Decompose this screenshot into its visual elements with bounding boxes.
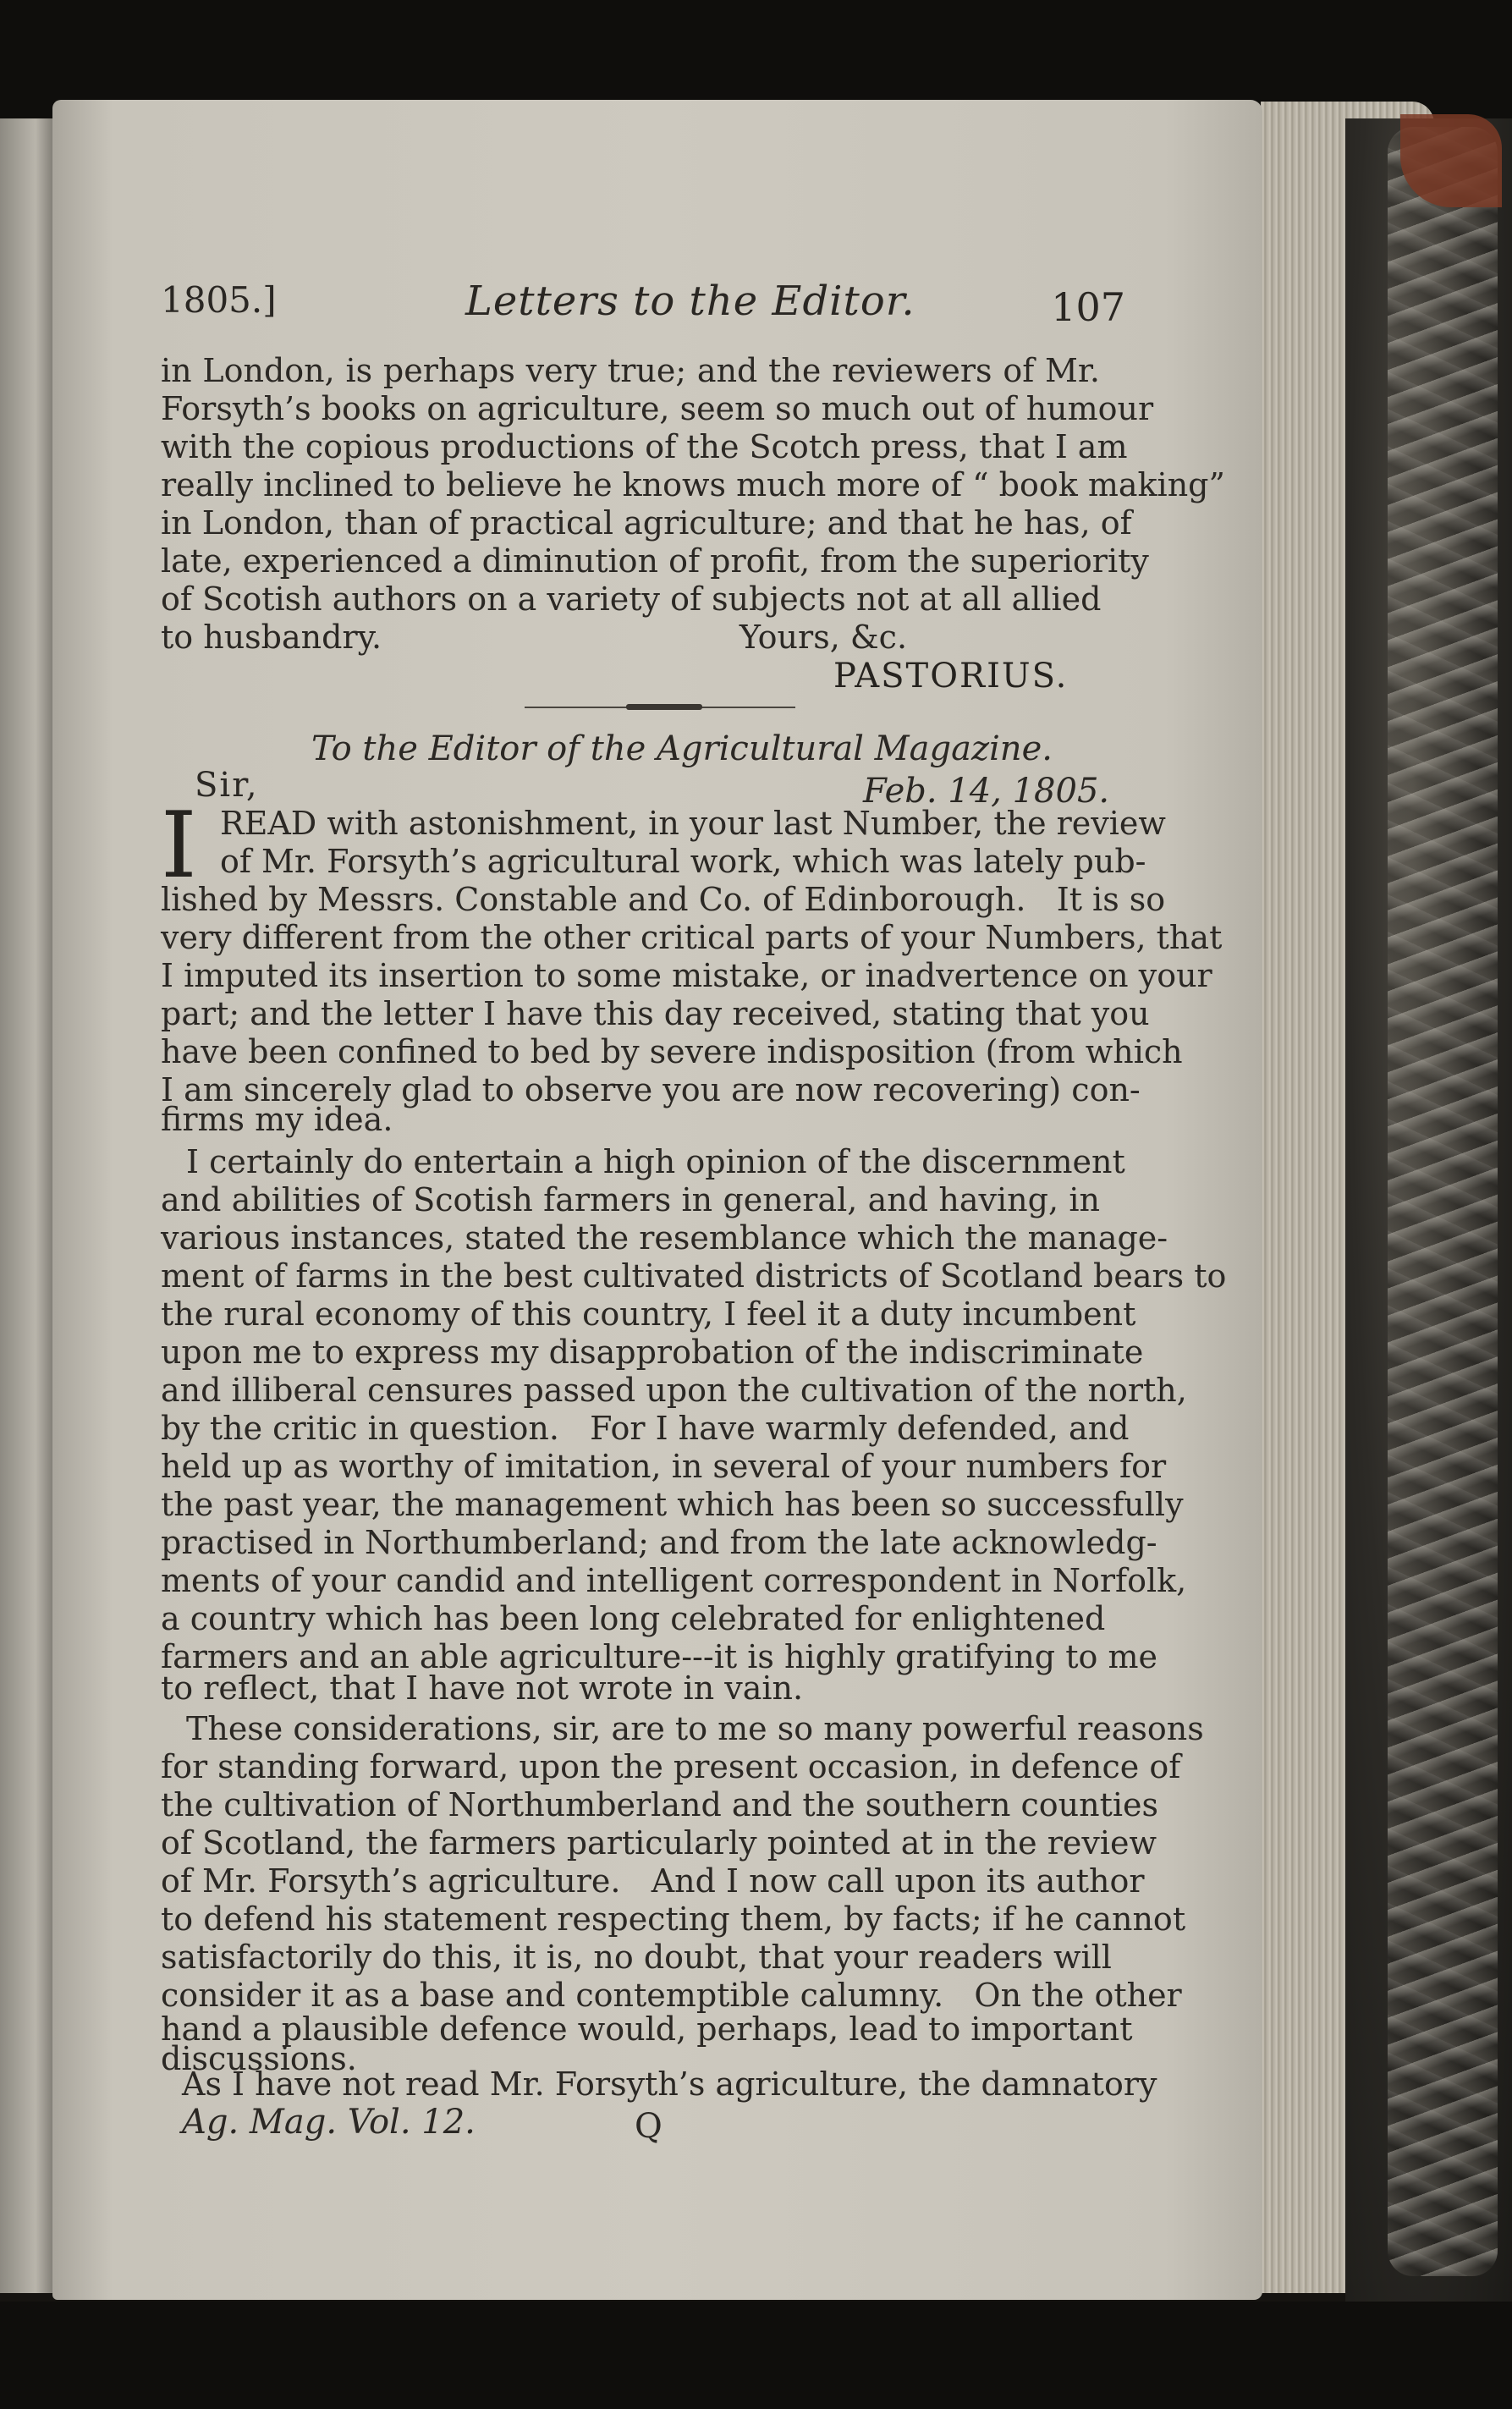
signature-mark: Ag. Mag. Vol. 12.: [182, 2103, 476, 2142]
text-line: with the copious productions of the Scotch press, that I am: [161, 428, 1128, 465]
letter-date: Feb. 14, 1805.: [863, 772, 1110, 811]
background-bottom: [0, 2302, 1512, 2409]
text-line: of Scotish authors on a variety of subjects not at all allied: [161, 580, 1102, 618]
running-head: [161, 278, 1125, 338]
text-line: a country which has been long celebrated for enlightened: [161, 1600, 1106, 1637]
section-rule-ornament: [626, 704, 702, 710]
text-line: ment of farms in the best cultivated districts of Scotland bears to: [161, 1257, 1227, 1295]
text-line: of Scotland, the farmers particularly pointed at in the review: [161, 1824, 1157, 1862]
text-line: discussions.: [161, 2040, 357, 2077]
text-line: of Mr. Forsyth’s agriculture. And I now call upon its author: [161, 1862, 1145, 1900]
text-line: in London, than of practical agriculture; and that he has, of: [161, 504, 1132, 542]
text-line: ments of your candid and intelligent correspondent in Norfolk,: [161, 1562, 1187, 1599]
text-line: These considerations, sir, are to me so many powerful reasons: [186, 1710, 1204, 1747]
left-page-edge: [0, 118, 59, 2293]
text-line: consider it as a base and contemptible calumny. On the other: [161, 1977, 1182, 2014]
text-line: firms my idea.: [161, 1101, 393, 1138]
text-line: hand a plausible defence would, perhaps, lead to important: [161, 2010, 1133, 2048]
text-line: really inclined to believe he knows much more of “ book making”: [161, 466, 1225, 503]
text-line: satisfactorily do this, it is, no doubt, that your readers will: [161, 1939, 1112, 1976]
text-line: READ with astonishment, in your last Number, the review: [220, 805, 1166, 842]
marbled-cover: [1388, 127, 1498, 2276]
running-head-year: 1805.]: [161, 279, 277, 321]
text-line: part; and the letter I have this day received, stating that you: [161, 995, 1150, 1032]
gathering-signature: Q: [635, 2107, 663, 2146]
text-line: for standing forward, upon the present occasion, in defence of: [161, 1748, 1181, 1785]
text-line: the cultivation of Northumberland and the southern counties: [161, 1786, 1159, 1823]
letter-heading: To the Editor of the Agricultural Magazine.: [311, 729, 1053, 768]
drop-cap: I: [161, 793, 197, 899]
text-line: in London, is perhaps very true; and the reviewers of Mr.: [161, 352, 1100, 389]
text-line: have been confined to bed by severe indisposition (from which: [161, 1033, 1183, 1070]
text-line: by the critic in question. For I have warmly defended, and: [161, 1410, 1130, 1447]
text-line: the past year, the management which has been so successfully: [161, 1486, 1184, 1523]
text-line: practised in Northumberland; and from the late acknowledg-: [161, 1524, 1157, 1561]
signature: PASTORIUS.: [833, 657, 1069, 696]
text-line: very different from the other critical parts of your Numbers, that: [161, 919, 1223, 956]
text-line: the rural economy of this country, I feel it a duty incumbent: [161, 1295, 1136, 1333]
text-line: to husbandry. Yours, &c.: [161, 619, 908, 656]
text-line: Forsyth’s books on agriculture, seem so much out of humour: [161, 390, 1154, 427]
text-line: I am sincerely glad to observe you are now recovering) con-: [161, 1071, 1141, 1108]
text-line: As I have not read Mr. Forsyth’s agriculture, the damnatory: [182, 2065, 1157, 2103]
leather-corner: [1400, 114, 1502, 207]
text-line: lished by Messrs. Constable and Co. of Edinborough. It is so: [161, 881, 1166, 918]
text-line: I certainly do entertain a high opinion of the discernment: [186, 1143, 1125, 1180]
text-line: upon me to express my disapprobation of the indiscriminate: [161, 1334, 1144, 1371]
text-line: various instances, stated the resemblance which the manage-: [161, 1219, 1168, 1257]
running-head-title: Letters to the Editor.: [465, 278, 915, 325]
text-line: held up as worthy of imitation, in several of your numbers for: [161, 1448, 1167, 1485]
text-line: I imputed its insertion to some mistake, or inadvertence on your: [161, 957, 1212, 994]
text-line: and abilities of Scotish farmers in general, and having, in: [161, 1181, 1100, 1218]
page-number: 107: [1051, 284, 1125, 330]
text-line: farmers and an able agriculture---it is highly gratifying to me: [161, 1638, 1157, 1675]
text-line: to reflect, that I have not wrote in vain.: [161, 1669, 804, 1707]
text-line: late, experienced a diminution of profit, from the superiority: [161, 542, 1149, 580]
salutation: Sir,: [195, 766, 259, 805]
text-line: and illiberal censures passed upon the cultivation of the north,: [161, 1372, 1187, 1409]
text-line: of Mr. Forsyth’s agricultural work, which was lately pub-: [220, 843, 1146, 880]
text-line: to defend his statement respecting them, by facts; if he cannot: [161, 1900, 1186, 1938]
